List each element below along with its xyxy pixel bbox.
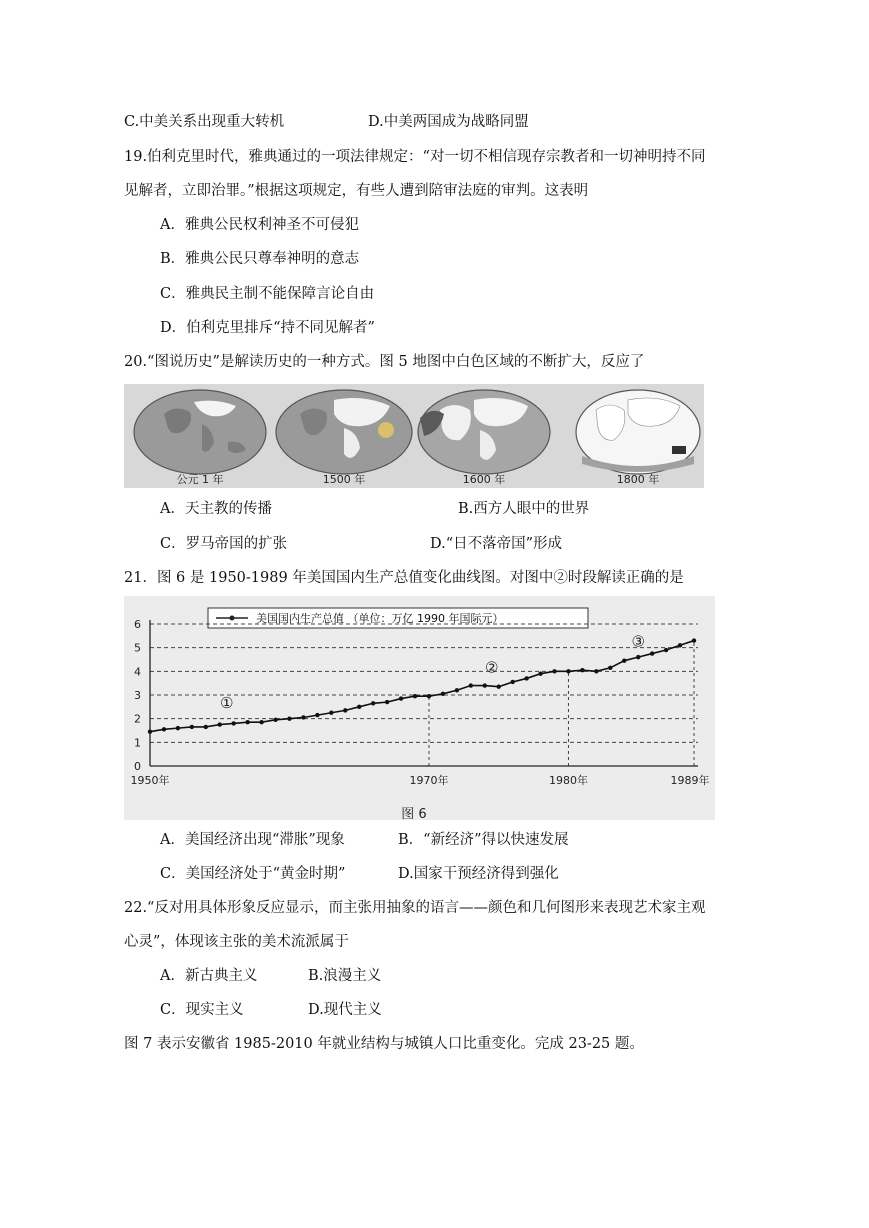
gdp-point-1950: [148, 729, 152, 733]
gdp-point-1971: [441, 692, 445, 696]
q19-option-a: A．雅典公民权利神圣不可侵犯: [160, 217, 359, 233]
q22-stem-line1: 22.“反对用具体形象反应显示，而主张用抽象的语言——颜色和几何图形来表现艺术家主观: [124, 900, 706, 916]
gdp-point-1972: [455, 688, 459, 692]
period-annotation-2: ②: [485, 658, 499, 677]
period-annotation-1: ①: [219, 694, 234, 713]
gdp-point-1985: [636, 655, 640, 659]
gdp-point-1956: [231, 721, 235, 725]
q19-option-c: C．雅典民主制不能保障言论自由: [160, 286, 375, 302]
q18-option-c: C.中美关系出现重大转机: [124, 114, 285, 130]
gdp-point-1958: [259, 720, 263, 724]
y-tick-label-0: 0: [134, 760, 141, 773]
gdp-point-1966: [371, 701, 375, 705]
y-tick-label-5: 5: [134, 641, 141, 655]
gdp-point-1974: [483, 683, 487, 687]
map-year-1500: [276, 390, 412, 474]
gdp-point-1979: [552, 669, 556, 673]
map-label-1: 公元 1 年: [176, 473, 224, 486]
gdp-line-chart: [124, 596, 715, 820]
gdp-point-1977: [524, 676, 528, 680]
gdp-point-1976: [510, 680, 514, 684]
gdp-point-1981: [580, 668, 584, 672]
q21-stem: 21．图 6 是 1950-1989 年美国国内生产总值变化曲线图。对图中②时段解读正确的是: [124, 570, 684, 586]
map-year-1800: [576, 390, 700, 474]
gdp-point-1951: [162, 727, 166, 731]
x-tick-label-1980: 1980年: [548, 774, 588, 787]
y-tick-label-1: 1: [134, 736, 141, 750]
q19-stem-line2: 见解者，立即治罪。”根据这项规定，有些人遭到陪审法庭的审判。这表明: [124, 183, 589, 199]
q19-option-d: D．伯利克里排斥“持不同见解者”: [160, 320, 375, 336]
map-year-1: [134, 390, 266, 474]
gdp-point-1968: [399, 696, 403, 700]
gdp-point-1987: [664, 648, 668, 652]
gdp-point-1983: [608, 666, 612, 670]
gdp-point-1988: [678, 643, 682, 647]
map-label-4: 1800 年: [616, 473, 660, 486]
q21-option-a: A．美国经济出现“滞胀”现象: [160, 832, 345, 848]
x-tick-label-1989: 1989年: [670, 774, 710, 787]
gdp-point-1962: [315, 713, 319, 717]
gdp-point-1982: [594, 669, 598, 673]
gdp-point-1980: [566, 669, 570, 673]
map-label-3: 1600 年: [462, 473, 506, 486]
q22-option-a: A．新古典主义: [160, 968, 258, 984]
gdp-point-1975: [497, 685, 501, 689]
gdp-point-1986: [650, 651, 654, 655]
gdp-point-1961: [301, 715, 305, 719]
q22-option-d: D.现代主义: [308, 1002, 382, 1018]
gdp-point-1952: [176, 726, 180, 730]
q18-option-d: D.中美两国成为战略同盟: [368, 114, 529, 130]
q21-option-d: D.国家干预经济得到强化: [398, 866, 559, 882]
gdp-point-1954: [204, 725, 208, 729]
q20-option-c: C．罗马帝国的扩张: [160, 536, 288, 552]
gdp-point-1955: [218, 722, 222, 726]
q19-stem-line1: 19.伯利克里时代，雅典通过的一项法律规定：“对一切不相信现存宗教者和一切神明持不同: [124, 149, 706, 165]
period-annotation-3: ③: [631, 632, 645, 651]
q21-option-b: B．“新经济”得以快速发展: [398, 832, 569, 848]
map-label-2: 1500 年: [322, 473, 366, 486]
y-tick-label-3: 3: [134, 689, 141, 702]
legend-marker: [230, 616, 235, 621]
y-tick-label-4: 4: [134, 665, 141, 679]
q19-option-b: B．雅典公民只尊奉神明的意志: [160, 251, 360, 267]
gdp-point-1969: [413, 694, 417, 698]
gdp-point-1963: [329, 711, 333, 715]
q20-option-a: A．天主教的传播: [160, 501, 272, 517]
gdp-point-1953: [190, 725, 194, 729]
world-maps-figure: [124, 384, 704, 488]
q22-stem-line2: 心灵”，体现该主张的美术流派属于: [124, 934, 349, 950]
y-tick-label-6: 6: [134, 618, 141, 631]
gdp-point-1965: [357, 705, 361, 709]
x-tick-label-1970: 1970年: [409, 774, 449, 787]
y-tick-label-2: 2: [134, 712, 141, 726]
q20-option-b: B.西方人眼中的世界: [458, 501, 590, 517]
q21-option-c: C．美国经济处于“黄金时期”: [160, 866, 346, 882]
gdp-point-1957: [245, 720, 249, 724]
gdp-point-1964: [343, 708, 347, 712]
gdp-point-1959: [273, 718, 277, 722]
gdp-point-1970: [427, 694, 431, 698]
q20-option-d: D.“日不落帝国”形成: [430, 536, 563, 552]
gdp-point-1989: [692, 638, 696, 642]
gdp-point-1973: [469, 683, 473, 687]
gdp-point-1984: [622, 658, 626, 662]
x-tick-label-1950: 1950年: [130, 774, 170, 787]
chart-title: 美国国内生产总值 （单位：万亿 1990 年国际元）: [256, 612, 504, 625]
q23-25-intro: 图 7 表示安徽省 1985-2010 年就业结构与城镇人口比重变化。完成 23-25 题。: [124, 1036, 644, 1052]
gdp-point-1978: [538, 672, 542, 676]
gdp-point-1967: [385, 700, 389, 704]
gdp-series-line: [150, 641, 694, 732]
map-year-1600: [418, 390, 550, 474]
q22-option-b: B.浪漫主义: [308, 968, 382, 984]
q20-stem: 20.“图说历史”是解读历史的一种方式。图 5 地图中白色区域的不断扩大，反应了: [124, 354, 645, 370]
gdp-point-1960: [287, 716, 291, 720]
q22-option-c: C．现实主义: [160, 1002, 244, 1018]
chart-caption: 图 6: [401, 807, 427, 820]
